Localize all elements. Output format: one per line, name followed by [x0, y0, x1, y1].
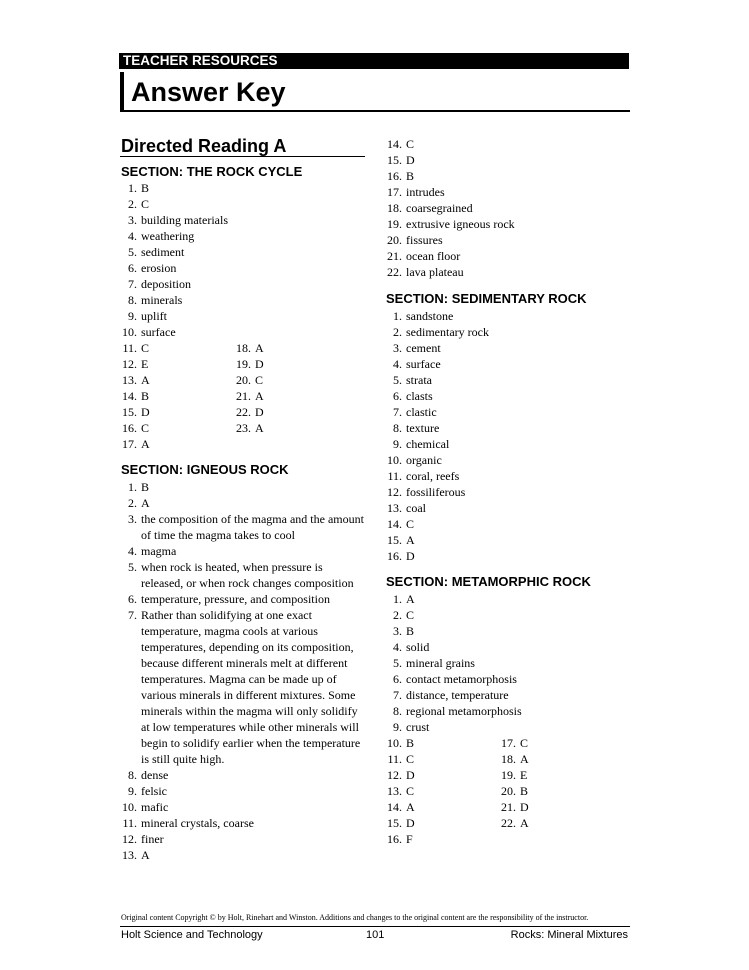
answer-item	[120, 420, 234, 436]
answer-text: D	[406, 816, 415, 830]
answer-text: B	[406, 736, 415, 750]
answer-number: 6.	[393, 389, 402, 403]
answer-item	[385, 548, 630, 564]
answer-text: ocean floor	[406, 249, 461, 263]
answer-item	[120, 244, 365, 260]
answer-number: 11.	[122, 816, 137, 830]
answer-text: D	[141, 405, 150, 419]
answer-number: 16.	[122, 421, 137, 435]
answer-item	[499, 767, 589, 783]
answer-number: 13.	[122, 848, 137, 862]
answer-number: 13.	[122, 373, 137, 387]
answer-item	[234, 404, 324, 420]
answer-item	[120, 308, 365, 324]
answer-item	[234, 388, 324, 404]
answer-text: clasts	[406, 389, 433, 403]
answer-item	[385, 751, 499, 767]
answer-item	[120, 767, 365, 783]
answer-text: C	[406, 752, 415, 766]
answer-item	[385, 152, 630, 168]
answer-number: 3.	[393, 624, 402, 638]
answer-text: coarsegrained	[406, 201, 473, 215]
answer-number: 15.	[387, 816, 402, 830]
answer-text: fissures	[406, 233, 443, 247]
answer-item	[120, 372, 234, 388]
answer-item	[385, 372, 630, 388]
answer-text: felsic	[141, 784, 167, 798]
answer-item	[120, 543, 365, 559]
answer-number: 8.	[128, 293, 137, 307]
answer-item	[385, 340, 630, 356]
answer-number: 22.	[387, 265, 402, 279]
answer-item	[499, 799, 589, 815]
answer-text: C	[141, 341, 150, 355]
answer-item	[385, 200, 630, 216]
answer-number: 11.	[387, 752, 402, 766]
answer-text: when rock is heated, when pressure is released, or when rock changes composition	[141, 560, 354, 590]
answer-item	[385, 687, 630, 703]
answer-number: 9.	[393, 720, 402, 734]
answer-item	[120, 559, 365, 591]
metamorphic-grid	[385, 735, 589, 847]
answer-number: 15.	[387, 533, 402, 547]
answer-number: 14.	[387, 800, 402, 814]
answer-text: E	[141, 357, 149, 371]
answer-item	[385, 735, 499, 751]
answer-text: building materials	[141, 213, 228, 227]
answer-text: strata	[406, 373, 432, 387]
answer-number: 2.	[128, 197, 137, 211]
title-accent-bar	[120, 72, 124, 112]
answer-item	[120, 847, 365, 863]
answer-item	[120, 276, 365, 292]
answer-text: A	[255, 389, 264, 403]
answer-number: 17.	[122, 437, 137, 451]
answer-item	[120, 495, 365, 511]
answer-text: C	[406, 608, 415, 622]
answer-number: 21.	[236, 389, 251, 403]
answer-number: 14.	[122, 389, 137, 403]
answer-item	[499, 815, 589, 831]
rock-cycle-grid	[120, 340, 324, 452]
answer-text: solid	[406, 640, 430, 654]
answer-number: 20.	[501, 784, 516, 798]
answer-number: 3.	[393, 341, 402, 355]
answer-number: 21.	[501, 800, 516, 814]
answer-item	[120, 799, 365, 815]
answer-number: 2.	[393, 325, 402, 339]
answer-text: B	[141, 389, 150, 403]
answer-text: mineral grains	[406, 656, 475, 670]
answer-text: crust	[406, 720, 430, 734]
answer-text: sediment	[141, 245, 185, 259]
answer-number: 10.	[122, 800, 137, 814]
answer-item	[385, 799, 499, 815]
answer-number: 8.	[128, 768, 137, 782]
answer-item	[385, 420, 630, 436]
answer-text: cement	[406, 341, 441, 355]
answer-item	[385, 783, 499, 799]
answer-number: 18.	[387, 201, 402, 215]
answer-item	[385, 607, 630, 623]
answer-item	[120, 292, 365, 308]
answer-number: 7.	[128, 608, 137, 622]
answer-text: D	[520, 800, 529, 814]
answer-number: 1.	[128, 181, 137, 195]
answer-text: coal	[406, 501, 426, 515]
answer-item	[499, 735, 589, 751]
footer-right: Rocks: Mineral Mixtures	[510, 929, 628, 941]
answer-text: A	[141, 373, 150, 387]
answer-number: 11.	[122, 341, 137, 355]
answer-number: 1.	[128, 480, 137, 494]
answer-text: B	[406, 169, 415, 183]
answer-item	[120, 388, 234, 404]
answer-number: 21.	[387, 249, 402, 263]
answer-item	[234, 356, 324, 372]
answer-text: B	[141, 181, 150, 195]
answer-text: F	[406, 832, 413, 846]
answer-text: coral, reefs	[406, 469, 460, 483]
answer-item	[385, 719, 630, 735]
answer-item	[385, 356, 630, 372]
answer-text: C	[406, 137, 415, 151]
answer-text: A	[406, 533, 415, 547]
answer-number: 22.	[236, 405, 251, 419]
answer-number: 15.	[122, 405, 137, 419]
answer-item	[120, 831, 365, 847]
answer-number: 5.	[393, 656, 402, 670]
answer-number: 4.	[393, 640, 402, 654]
answer-number: 23.	[236, 421, 251, 435]
answer-text: C	[141, 197, 150, 211]
answer-number: 13.	[387, 784, 402, 798]
answer-item	[385, 308, 630, 324]
answer-number: 2.	[393, 608, 402, 622]
answer-text: regional metamorphosis	[406, 704, 522, 718]
page-number: 101	[366, 929, 385, 941]
answer-number: 4.	[128, 544, 137, 558]
answer-item	[120, 479, 365, 495]
answer-text: texture	[406, 421, 440, 435]
answer-item	[120, 228, 365, 244]
metamorphic-list	[385, 591, 630, 735]
section-title-igneous: SECTION: IGNEOUS ROCK	[121, 462, 289, 477]
answer-number: 12.	[122, 832, 137, 846]
answer-text: A	[406, 800, 415, 814]
answer-text: intrudes	[406, 185, 445, 199]
answer-number: 22.	[501, 816, 516, 830]
answer-number: 10.	[387, 453, 402, 467]
answer-item	[385, 623, 630, 639]
answer-number: 19.	[501, 768, 516, 782]
answer-item	[499, 831, 589, 847]
answer-item	[120, 436, 234, 452]
answer-number: 7.	[128, 277, 137, 291]
answer-item	[385, 264, 630, 280]
answer-text: D	[406, 549, 415, 563]
answer-number: 1.	[393, 592, 402, 606]
answer-text: A	[406, 592, 415, 606]
footer-left: Holt Science and Technology	[121, 929, 263, 941]
answer-text: lava plateau	[406, 265, 464, 279]
answer-number: 10.	[387, 736, 402, 750]
answer-item	[385, 436, 630, 452]
answer-number: 2.	[128, 496, 137, 510]
section-title-sedimentary: SECTION: SEDIMENTARY ROCK	[386, 291, 587, 306]
igneous-list	[120, 479, 365, 863]
answer-item	[385, 168, 630, 184]
answer-item	[120, 340, 234, 356]
answer-text: contact metamorphosis	[406, 672, 517, 686]
answer-number: 12.	[387, 485, 402, 499]
answer-text: deposition	[141, 277, 191, 291]
answer-item	[234, 436, 324, 452]
answer-text: erosion	[141, 261, 177, 275]
answer-text: D	[255, 405, 264, 419]
answer-text: dense	[141, 768, 169, 782]
answer-number: 19.	[387, 217, 402, 231]
answer-text: B	[141, 480, 150, 494]
answer-item	[385, 671, 630, 687]
answer-text: D	[406, 768, 415, 782]
answer-item	[120, 783, 365, 799]
answer-item	[499, 783, 589, 799]
answer-item	[385, 324, 630, 340]
answer-text: D	[255, 357, 264, 371]
answer-text: clastic	[406, 405, 437, 419]
answer-text: magma	[141, 544, 177, 558]
answer-item	[234, 340, 324, 356]
answer-text: C	[255, 373, 264, 387]
answer-number: 12.	[387, 768, 402, 782]
answer-item	[385, 452, 630, 468]
answer-number: 17.	[387, 185, 402, 199]
answer-number: 4.	[393, 357, 402, 371]
answer-text: fossiliferous	[406, 485, 466, 499]
answer-number: 20.	[236, 373, 251, 387]
answer-item	[385, 248, 630, 264]
answer-item	[499, 751, 589, 767]
answer-item	[385, 388, 630, 404]
answer-item	[120, 404, 234, 420]
answer-number: 1.	[393, 309, 402, 323]
answer-number: 9.	[393, 437, 402, 451]
answer-item	[385, 655, 630, 671]
answer-item	[385, 516, 630, 532]
answer-item	[385, 591, 630, 607]
answer-number: 18.	[236, 341, 251, 355]
answer-text: mafic	[141, 800, 169, 814]
section-title-rock-cycle: SECTION: THE ROCK CYCLE	[121, 164, 303, 179]
section-title-metamorphic: SECTION: METAMORPHIC ROCK	[386, 574, 591, 589]
answer-item	[120, 356, 234, 372]
teacher-resources-banner: TEACHER RESOURCES	[119, 53, 629, 69]
answer-number: 8.	[393, 704, 402, 718]
answer-number: 6.	[128, 261, 137, 275]
answer-item	[120, 815, 365, 831]
answer-number: 17.	[501, 736, 516, 750]
answer-number: 3.	[128, 213, 137, 227]
answer-item	[385, 468, 630, 484]
answer-item	[385, 831, 499, 847]
answer-item	[120, 511, 365, 543]
answer-number: 8.	[393, 421, 402, 435]
answer-item	[120, 196, 365, 212]
answer-item	[234, 372, 324, 388]
answer-item	[385, 639, 630, 655]
answer-item	[385, 815, 499, 831]
answer-text: C	[406, 517, 415, 531]
rock-cycle-list	[120, 180, 365, 340]
igneous-continued-list	[385, 136, 630, 280]
answer-item	[385, 500, 630, 516]
answer-number: 5.	[128, 245, 137, 259]
answer-number: 7.	[393, 405, 402, 419]
answer-number: 11.	[387, 469, 402, 483]
answer-number: 7.	[393, 688, 402, 702]
answer-item	[385, 216, 630, 232]
answer-item	[120, 260, 365, 276]
answer-item	[385, 767, 499, 783]
answer-item	[385, 484, 630, 500]
copyright-notice: Original content Copyright © by Holt, Rinehart and Winston. Additions and changes to the original content are the responsibility of the instructor.	[121, 913, 589, 922]
answer-text: D	[406, 153, 415, 167]
answer-text: A	[255, 421, 264, 435]
answer-text: surface	[406, 357, 441, 371]
answer-item	[120, 212, 365, 228]
answer-text: temperature, pressure, and composition	[141, 592, 330, 606]
heading-rule	[120, 156, 365, 157]
answer-number: 10.	[122, 325, 137, 339]
answer-number: 20.	[387, 233, 402, 247]
answer-text: sedimentary rock	[406, 325, 489, 339]
answer-text: B	[520, 784, 529, 798]
answer-number: 6.	[393, 672, 402, 686]
title-rule	[120, 110, 630, 112]
answer-number: 16.	[387, 832, 402, 846]
answer-number: 13.	[387, 501, 402, 515]
answer-text: organic	[406, 453, 442, 467]
answer-text: extrusive igneous rock	[406, 217, 515, 231]
answer-text: C	[520, 736, 529, 750]
answer-text: C	[406, 784, 415, 798]
answer-number: 18.	[501, 752, 516, 766]
answer-number: 14.	[387, 137, 402, 151]
answer-text: weathering	[141, 229, 195, 243]
page-title: Answer Key	[131, 77, 286, 107]
answer-number: 4.	[128, 229, 137, 243]
answer-text: A	[520, 816, 529, 830]
answer-text: A	[141, 496, 150, 510]
sedimentary-list	[385, 308, 630, 564]
answer-text: A	[141, 437, 150, 451]
answer-item	[234, 420, 324, 436]
answer-text: sandstone	[406, 309, 454, 323]
answer-text: Rather than solidifying at one exact temperature, magma cools at various temperatures, depending on its composition, because different minerals melt at different temperatures. Magma can be made up of various minerals in different mixtures. Some minerals within the magma will only solidify at low temperatures while other minerals will begin to solidify earlier when the temperature is still quite high.	[141, 608, 361, 766]
answer-text: A	[520, 752, 529, 766]
answer-item	[385, 136, 630, 152]
answer-item	[120, 180, 365, 196]
answer-number: 3.	[128, 512, 137, 526]
answer-text: A	[141, 848, 150, 862]
answer-text: mineral crystals, coarse	[141, 816, 254, 830]
answer-number: 16.	[387, 549, 402, 563]
answer-text: surface	[141, 325, 176, 339]
answer-number: 9.	[128, 784, 137, 798]
answer-text: finer	[141, 832, 164, 846]
answer-number: 5.	[128, 560, 137, 574]
answer-item	[385, 232, 630, 248]
answer-number: 5.	[393, 373, 402, 387]
answer-number: 16.	[387, 169, 402, 183]
answer-text: distance, temperature	[406, 688, 509, 702]
answer-number: 14.	[387, 517, 402, 531]
answer-text: A	[255, 341, 264, 355]
answer-number: 15.	[387, 153, 402, 167]
answer-item	[120, 324, 365, 340]
answer-text: chemical	[406, 437, 450, 451]
answer-number: 6.	[128, 592, 137, 606]
answer-item	[385, 703, 630, 719]
answer-number: 19.	[236, 357, 251, 371]
answer-text: uplift	[141, 309, 167, 323]
answer-number: 12.	[122, 357, 137, 371]
answer-item	[385, 532, 630, 548]
answer-text: C	[141, 421, 150, 435]
answer-number: 9.	[128, 309, 137, 323]
footer-rule	[120, 926, 630, 927]
answer-item	[120, 607, 365, 767]
answer-text: the composition of the magma and the amount of time the magma takes to cool	[141, 512, 364, 542]
directed-reading-heading: Directed Reading A	[121, 136, 287, 156]
answer-text: B	[406, 624, 415, 638]
answer-item	[385, 184, 630, 200]
answer-item	[120, 591, 365, 607]
answer-text: E	[520, 768, 528, 782]
answer-item	[385, 404, 630, 420]
answer-text: minerals	[141, 293, 183, 307]
